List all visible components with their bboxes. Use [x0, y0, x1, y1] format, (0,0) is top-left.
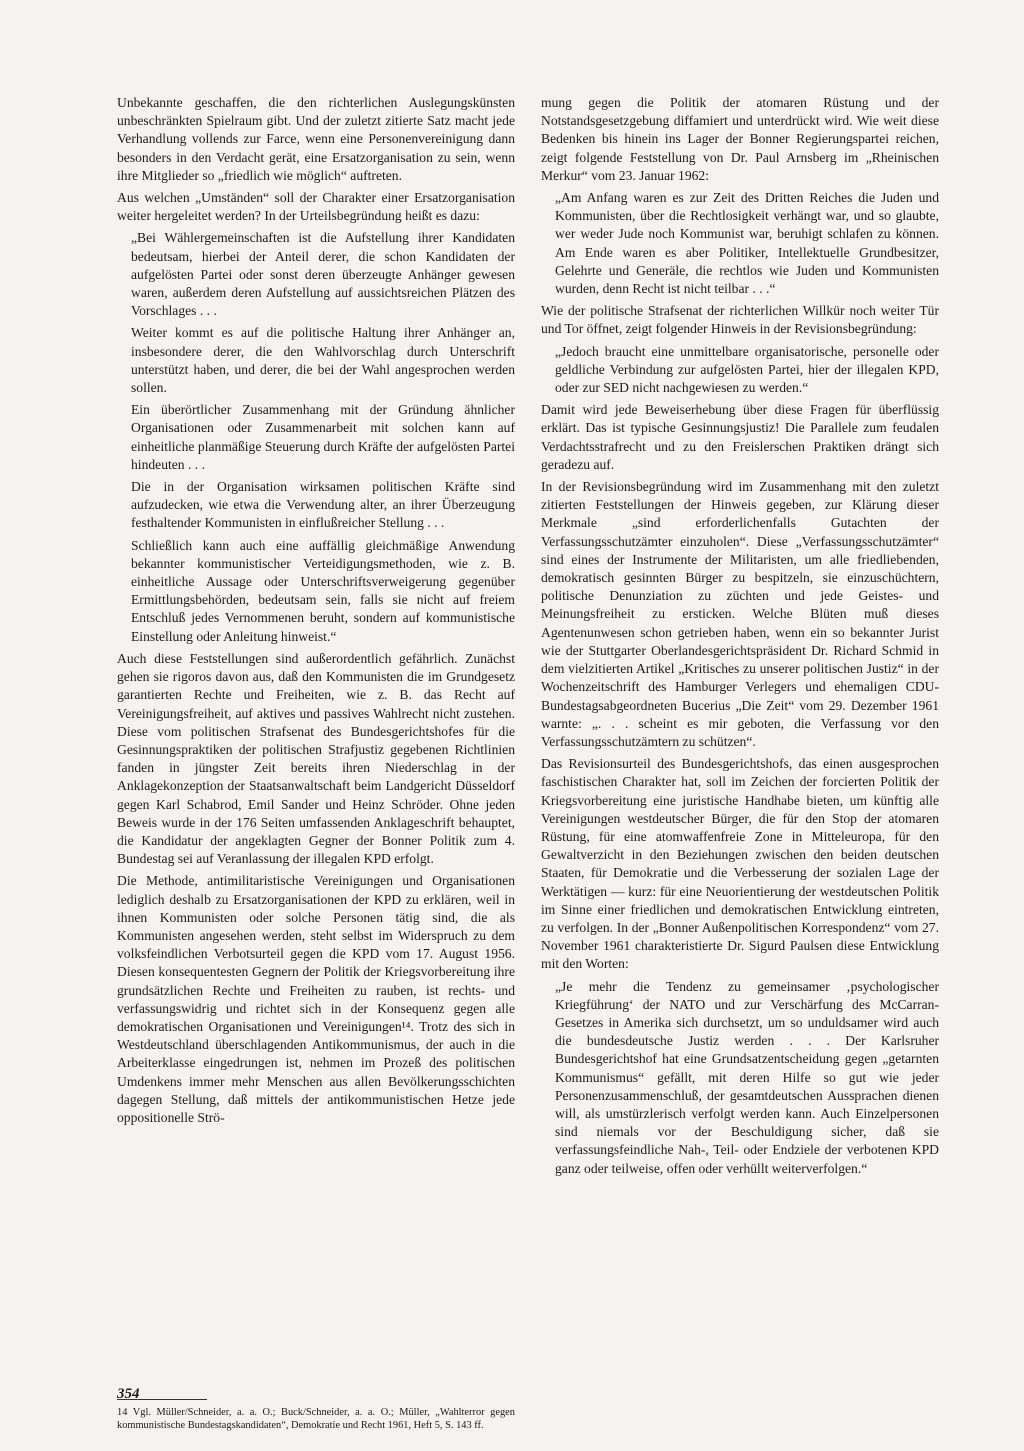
paragraph: mung gegen die Politik der atomaren Rüstung und der Notstandsgesetzgebung diffamiert und unterdrückt wird. Wie weit diese Bedenken bis hinein ins Lager der Bonner Regierungspartei reichen, zeigt folgende Feststellung von Dr. Paul Arnsberg im „Rheinischen Merkur“ vom 23. Januar 1962:	[541, 95, 939, 183]
footnote-text: 14 Vgl. Müller/Schneider, a. a. O.; Buck/Schneider, a. a. O.; Müller, „Wahlterror gegen kommunistische Bundestagskandidaten“, Demokratie und Recht 1961, Heft 5, S. 143 ff.	[117, 1407, 515, 1431]
right-text-column	[541, 94, 939, 1182]
footnote	[117, 1406, 515, 1432]
paragraph: Wie der politische Strafsenat der richterlichen Willkür noch weiter Tür und Tor öffnet, zeigt folgender Hinweis in der Revisionsbegründung:	[541, 303, 939, 337]
paragraph: Die Methode, antimilitaristische Vereinigungen und Organisationen lediglich deshalb zu Ersatzorganisationen der KPD zu erklären, weil in ihnen Kommunisten oder solche Personen tätig sind, die als Kommunisten angesehen werden, steht selbst im Widerspruch zu dem volksfeindlichen Verbotsurteil gegen die KPD vom 17. August 1956. Diesen konsequentesten Gegnern der Politik der Kriegsvorbereitung ihre grundsätzlichen Rechte und Freiheiten zu rauben, ist rechts- und verfassungswidrig und richtet sich in der Konsequenz gegen alle demokratischen Organisationen und Vereinigungen¹⁴. Trotz des sich in Westdeutschland überschlagenden Antikommunismus, der auch in die Arbeiterklasse eingedrungen ist, nehmen im Prozeß des politischen Umdenkens immer mehr Menschen aus allen Bevölkerungsschichten dagegen Stellung, daß mittels der antikommunistischen Hetze jede oppositionelle Strö-	[117, 873, 515, 1125]
paragraph: Auch diese Feststellungen sind außerordentlich gefährlich. Zunächst gehen sie rigoros davon aus, daß den Kommunisten die im Grundgesetz garantierten Rechte und Freiheiten, wie z. B. das Recht auf Vereinigungsfreiheit, auf aktives und passives Wahlrecht nicht zustehen. Diese vom politischen Strafsenat des Bundesgerichtshofes für die Gesinnungspraktiken der politischen Strafjustiz gegebenen Richtlinien fanden in jüngster Zeit bereits ihren Niederschlag in der Anklagekonzeption der Staatsanwaltschaft beim Landgericht Düsseldorf gegen Karl Schabrod, Emil Sander und Heinz Schröder. Ohne jeden Beweis wurde in der 176 Seiten umfassenden Anklageschrift behauptet, die Kandidatur der angeklagten Gegner der Bonner Politik zum 4. Bundestag sei auf Veranlassung der illegalen KPD erfolgt.	[117, 650, 515, 867]
block-quote: „Je mehr die Tendenz zu gemeinsamer ‚psychologischer Kriegführung‘ der NATO und zur Verschärfung des McCarran-Gesetzes in Amerika sich durchsetzt, um so unduldsamer wird auch die bundesdeutsche Justiz werden . . . Der Karlsruher Bundesgerichtshof hat eine Grundsatzentscheidung gegen „getarnten Kommunismus“ gefällt, mit deren Hilfe so gut wie jeder Personenzusammenschluß, der gesamtdeutschen Aussprachen dienen will, als umstürzlerisch verfolgt werden kann. Auch Einzelpersonen sind niemals vor der Beschuldigung sicher, daß sie verfassungsfeindliche Nah-, Teil- oder Endziele der verbotenen KPD ganz oder teilweise, offen oder verhüllt weiterverfolgen.“	[555, 978, 939, 1176]
block-quote: Die in der Organisation wirksamen politischen Kräfte sind aufzudecken, wie etwa die Verwendung alter, an ihrer Überzeugung festhaltender Kommunisten in einflußreicher Stellung . . .	[131, 479, 515, 531]
block-quote: Ein überörtlicher Zusammenhang mit der Gründung ähnlicher Organisationen oder Zusammenarbeit mit solchen kann auf einheitliche planmäßige Steuerung durch Kräfte der aufgelösten Partei hindeuten . . .	[131, 402, 515, 472]
block-quote: „Am Anfang waren es zur Zeit des Dritten Reiches die Juden und Kommunisten, über die Rechtlosigkeit verhängt war, und so glaubte, wer weder Jude noch Kommunist war, beruhigt schlafen zu können. Am Ende waren es aber Politiker, Intellektuelle Grundbesitzer, Gelehrte und Generäle, die rechtlos wie Juden und Kommunisten wurden, denn Recht ist nicht teilbar . . .“	[555, 190, 939, 297]
paragraph: In der Revisionsbegründung wird im Zusammenhang mit den zuletzt zitierten Feststellungen der Hinweis gegeben, zur Klärung dieser Merkmale „sind erforderlichenfalls Gutachten der Verfassungsschutzämter einzuholen“. Diese „Verfassungsschutzämter“ sind eines der Instrumente der Militaristen, um alle friedliebenden, demokratisch gesinnten Bürger zu bespitzeln, sie einzuschüchtern, politische Denunziation zu züchten und jede Geistes- und Meinungsfreiheit zu ersticken. Welche Blüten muß dieses Agentenunwesen schon getrieben haben, wenn ein so bekannter Jurist wie der Stuttgarter Oberlandesgerichtspräsident Dr. Richard Schmid in dem vielzitierten Artikel „Kritisches zu unserer politischen Justiz“ in der Wochenzeitschrift des Hamburger Verlegers und ehemaligen CDU-Bundestagsabgeordneten Bucerius „Die Zeit“ vom 29. Dezember 1961 warnte: „. . . scheint es mir geboten, die Verfassung vor den Verfassungsschutzämtern zu schützen“.	[541, 479, 939, 749]
page-number: 354	[117, 1386, 140, 1402]
left-text-column	[117, 94, 515, 1131]
block-quote: „Jedoch braucht eine unmittelbare organisatorische, personelle oder geldliche Verbindung zur aufgelösten Partei, hier der illegalen KPD, oder zur SED nicht nachgewiesen zu werden.“	[555, 343, 939, 396]
block-quote: „Bei Wählergemeinschaften ist die Aufstellung ihrer Kandidaten bedeutsam, hierbei der Anteil derer, die schon Kandidaten der aufgelösten Partei oder sonst deren überzeugte Anhänger gewesen waren, außerdem deren Aufstellung auf aussichtsreichen Plätzen des Vorschlages . . .	[131, 230, 515, 319]
paragraph: Damit wird jede Beweiserhebung über diese Fragen für überflüssig erklärt. Das ist typische Gesinnungsjustiz! Die Parallele zum feudalen Verdachtsstrafrecht und zu den Freislerschen Praktiken drängt sich geradezu auf.	[541, 402, 939, 472]
paragraph: Aus welchen „Umständen“ soll der Charakter einer Ersatzorganisation weiter hergeleitet werden? In der Urteilsbegründung heißt es dazu:	[117, 190, 515, 224]
block-quote: Schließlich kann auch eine auffällig gleichmäßige Anwendung bekannter kommunistischer Verteidigungsmethoden, wie z. B. einheitliche Aussage oder Unterschriftsverweigerung gegenüber Ermittlungsbehörden, bedeutsam sein, falls sie nicht auf freiem Entschluß jedes Vernommenen beruht, sondern auf kommunistische Einstellung oder Anleitung hinweist.“	[131, 537, 515, 644]
paragraph: Das Revisionsurteil des Bundesgerichtshofs, das einen ausgesprochen faschistischen Charakter hat, soll im Zeichen der forcierten Politik der Kriegsvorbereitung eine juristische Handhabe bieten, um künftig alle Vereinigungen westdeutscher Bürger, die für den Stop der atomaren Rüstung, für eine atomwaffenfreie Zone in Mitteleuropa, für den Gewaltverzicht in den Beziehungen zwischen den beiden deutschen Staaten, für Demokratie und die Verbesserung der sozialen Lage der Werktätigen — kurz: für eine Neuorientierung der westdeutschen Politik im Sinne einer friedlichen und demokratischen Entwicklung eintreten, zu verfolgen. In der „Bonner Außenpolitischen Korrespondenz“ vom 27. November 1961 charakteristierte Dr. Sigurd Paulsen diese Entwicklung mit den Worten:	[541, 756, 939, 972]
block-quote: Weiter kommt es auf die politische Haltung ihrer Anhänger an, insbesondere derer, die den Wahlvorschlag durch Unterschrift unterstützt haben, und derer, die bei der Wahl angesprochen werden sollen.	[131, 325, 515, 396]
paragraph: Unbekannte geschaffen, die den richterlichen Auslegungskünsten unbeschränkten Spielraum gibt. Und der zuletzt zitierte Satz macht jede Verhandlung vollends zur Farce, wenn eine Personenvereinigung dann besonders in den Verdacht gerät, eine Ersatzorganisation zu sein, wenn ihre Mitglieder so „friedlich wie möglich“ auftreten.	[117, 95, 515, 183]
